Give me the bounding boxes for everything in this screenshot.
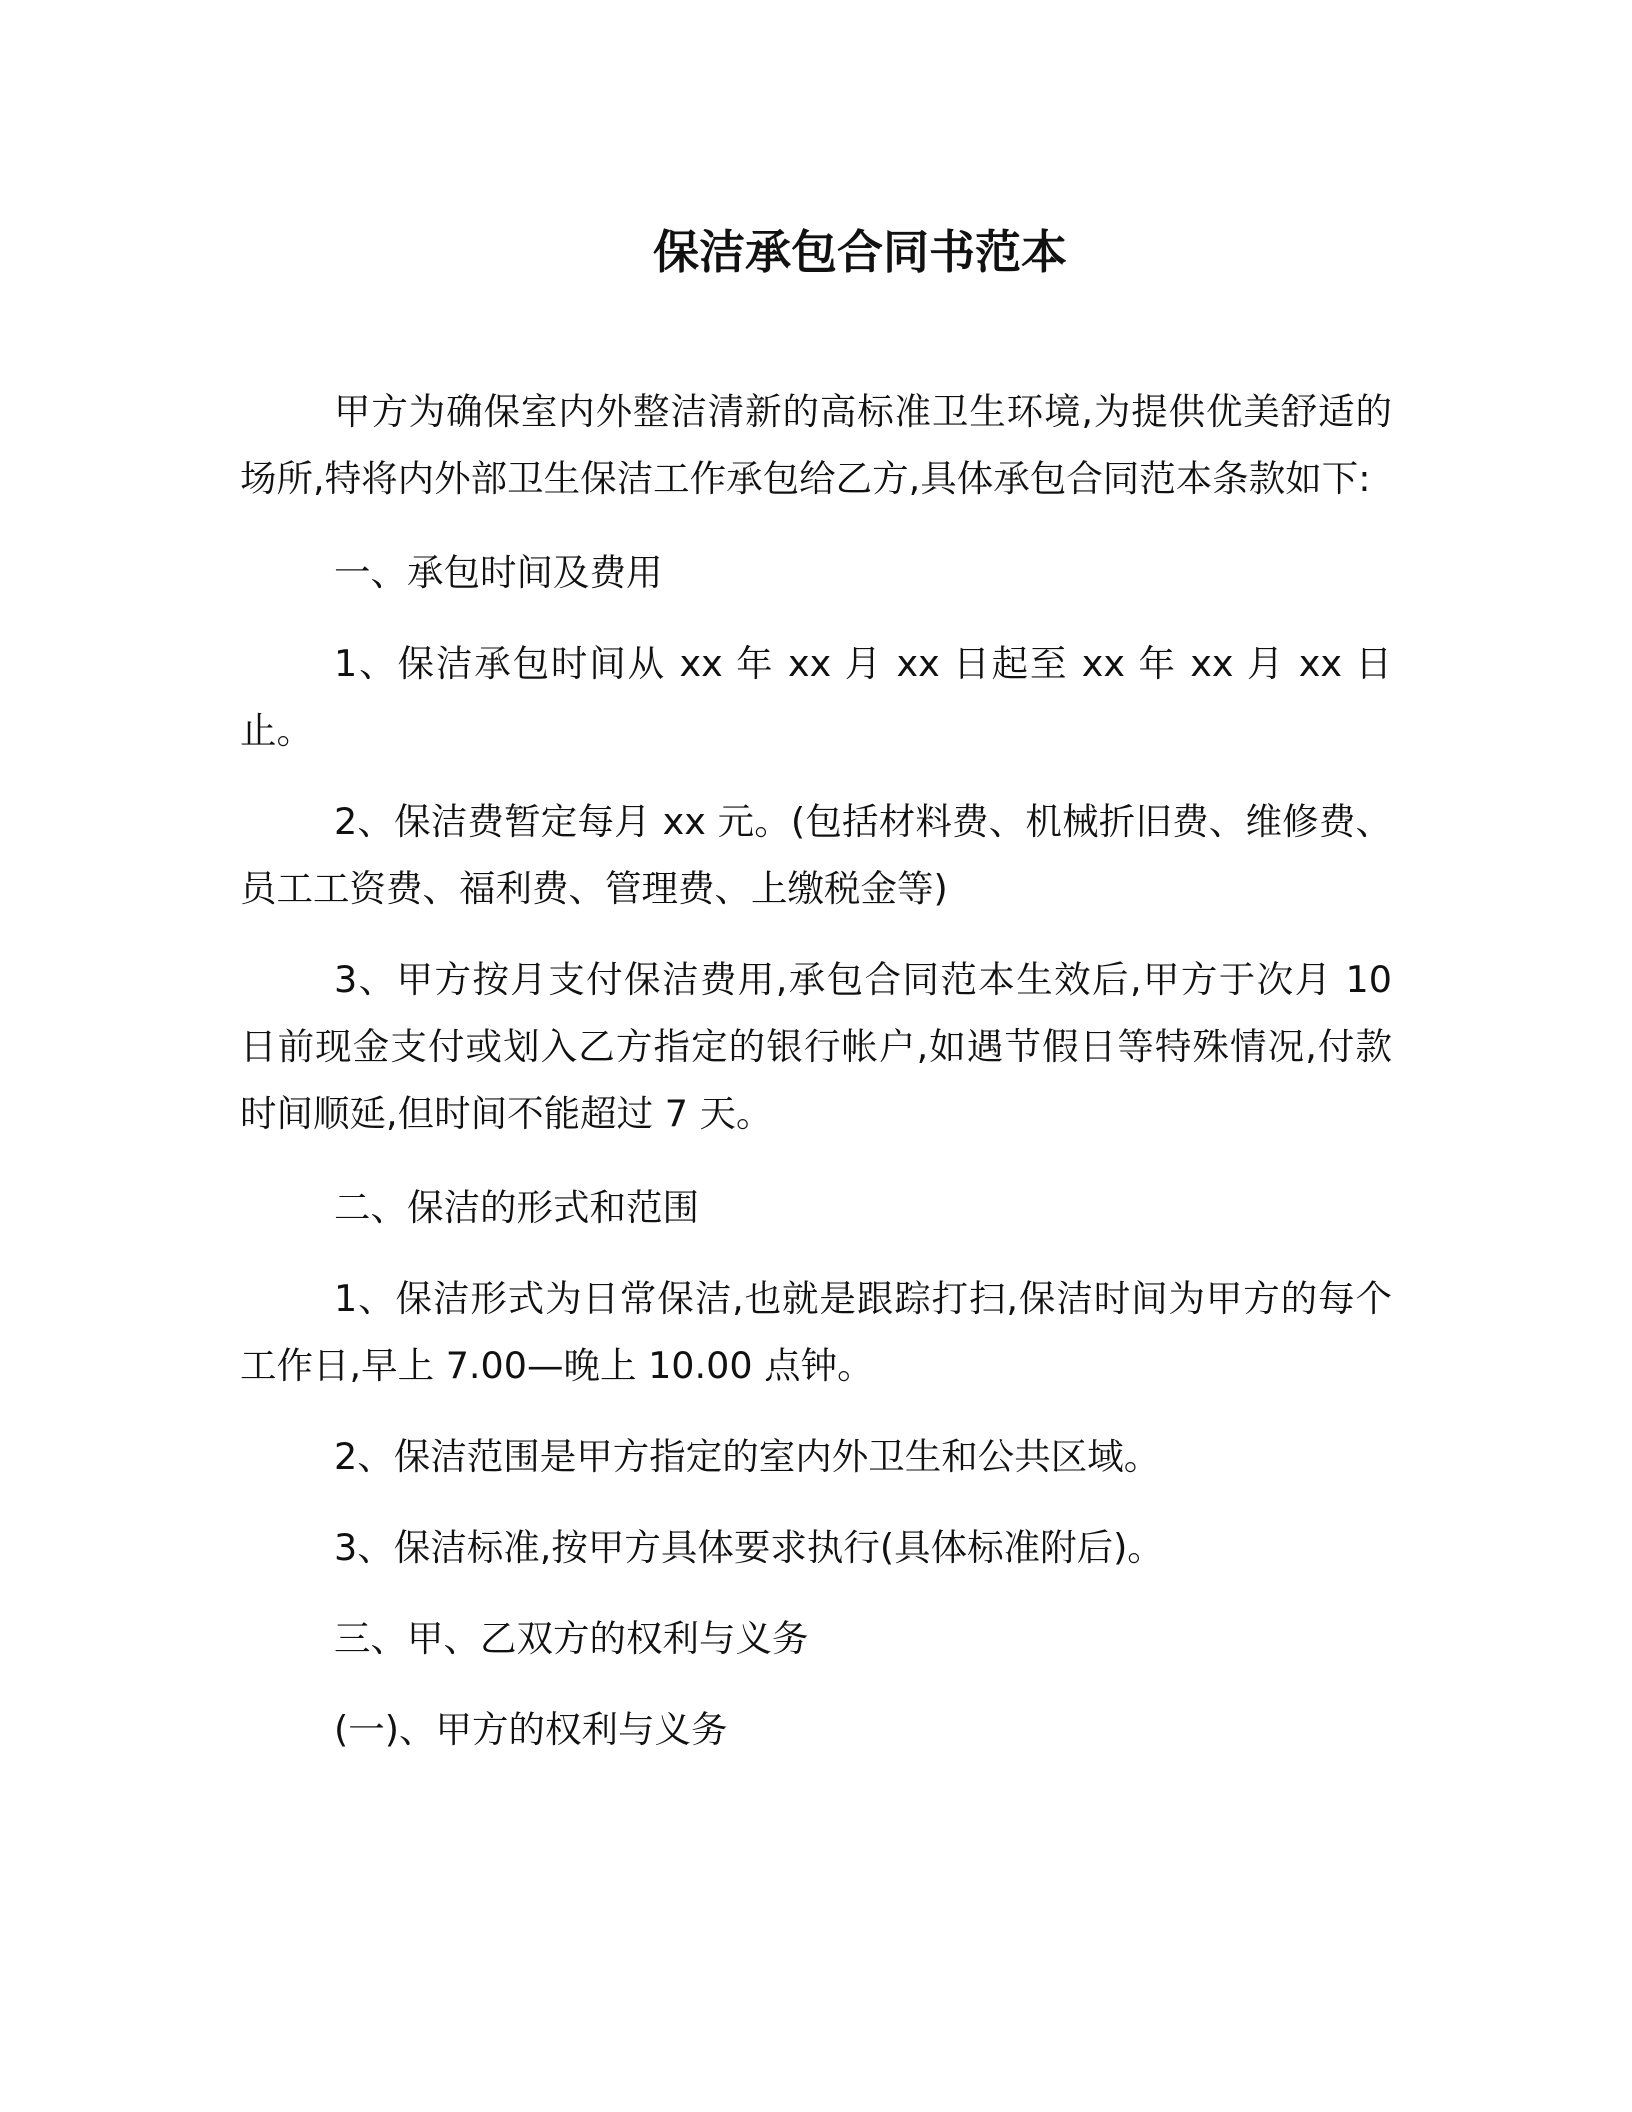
section-heading-3: 三、甲、乙双方的权利与义务 [334,1617,809,1660]
document-title: 保洁承包合同书范本 [653,225,1067,279]
clause-2-1: 1、保洁形式为日常保洁,也就是跟踪打扫,保洁时间为甲方的每个工作日,早上 7.00—晚上 10.00 点钟。 [240,1277,1392,1387]
intro-paragraph: 甲方为确保室内外整洁清新的高标准卫生环境,为提供优美舒适的场所,特将内外部卫生保洁工作承包给乙方,具体承包合同范本条款如下: [240,390,1392,500]
clause-1-1: 1、保洁承包时间从 xx 年 xx 月 xx 日起至 xx 年 xx 月 xx 日止。 [240,642,1392,752]
clause-1-3: 3、甲方按月支付保洁费用,承包合同范本生效后,甲方于次月 10 日前现金支付或划入乙方指定的银行帐户,如遇节假日等特殊情况,付款时间顺延,但时间不能超过 7 天。 [240,958,1392,1135]
subsection-heading-3-1: (一)、甲方的权利与义务 [334,1708,728,1751]
section-heading-1: 一、承包时间及费用 [334,551,663,594]
clause-2-2: 2、保洁范围是甲方指定的室内外卫生和公共区域。 [334,1435,1161,1478]
document-body [240,378,1392,1763]
section-heading-2: 二、保洁的形式和范围 [334,1186,699,1229]
clause-1-2: 2、保洁费暂定每月 xx 元。(包括材料费、机械折旧费、维修费、员工工资费、福利费、管理费、上缴税金等) [240,800,1392,910]
clause-2-3: 3、保洁标准,按甲方具体要求执行(具体标准附后)。 [334,1526,1164,1569]
